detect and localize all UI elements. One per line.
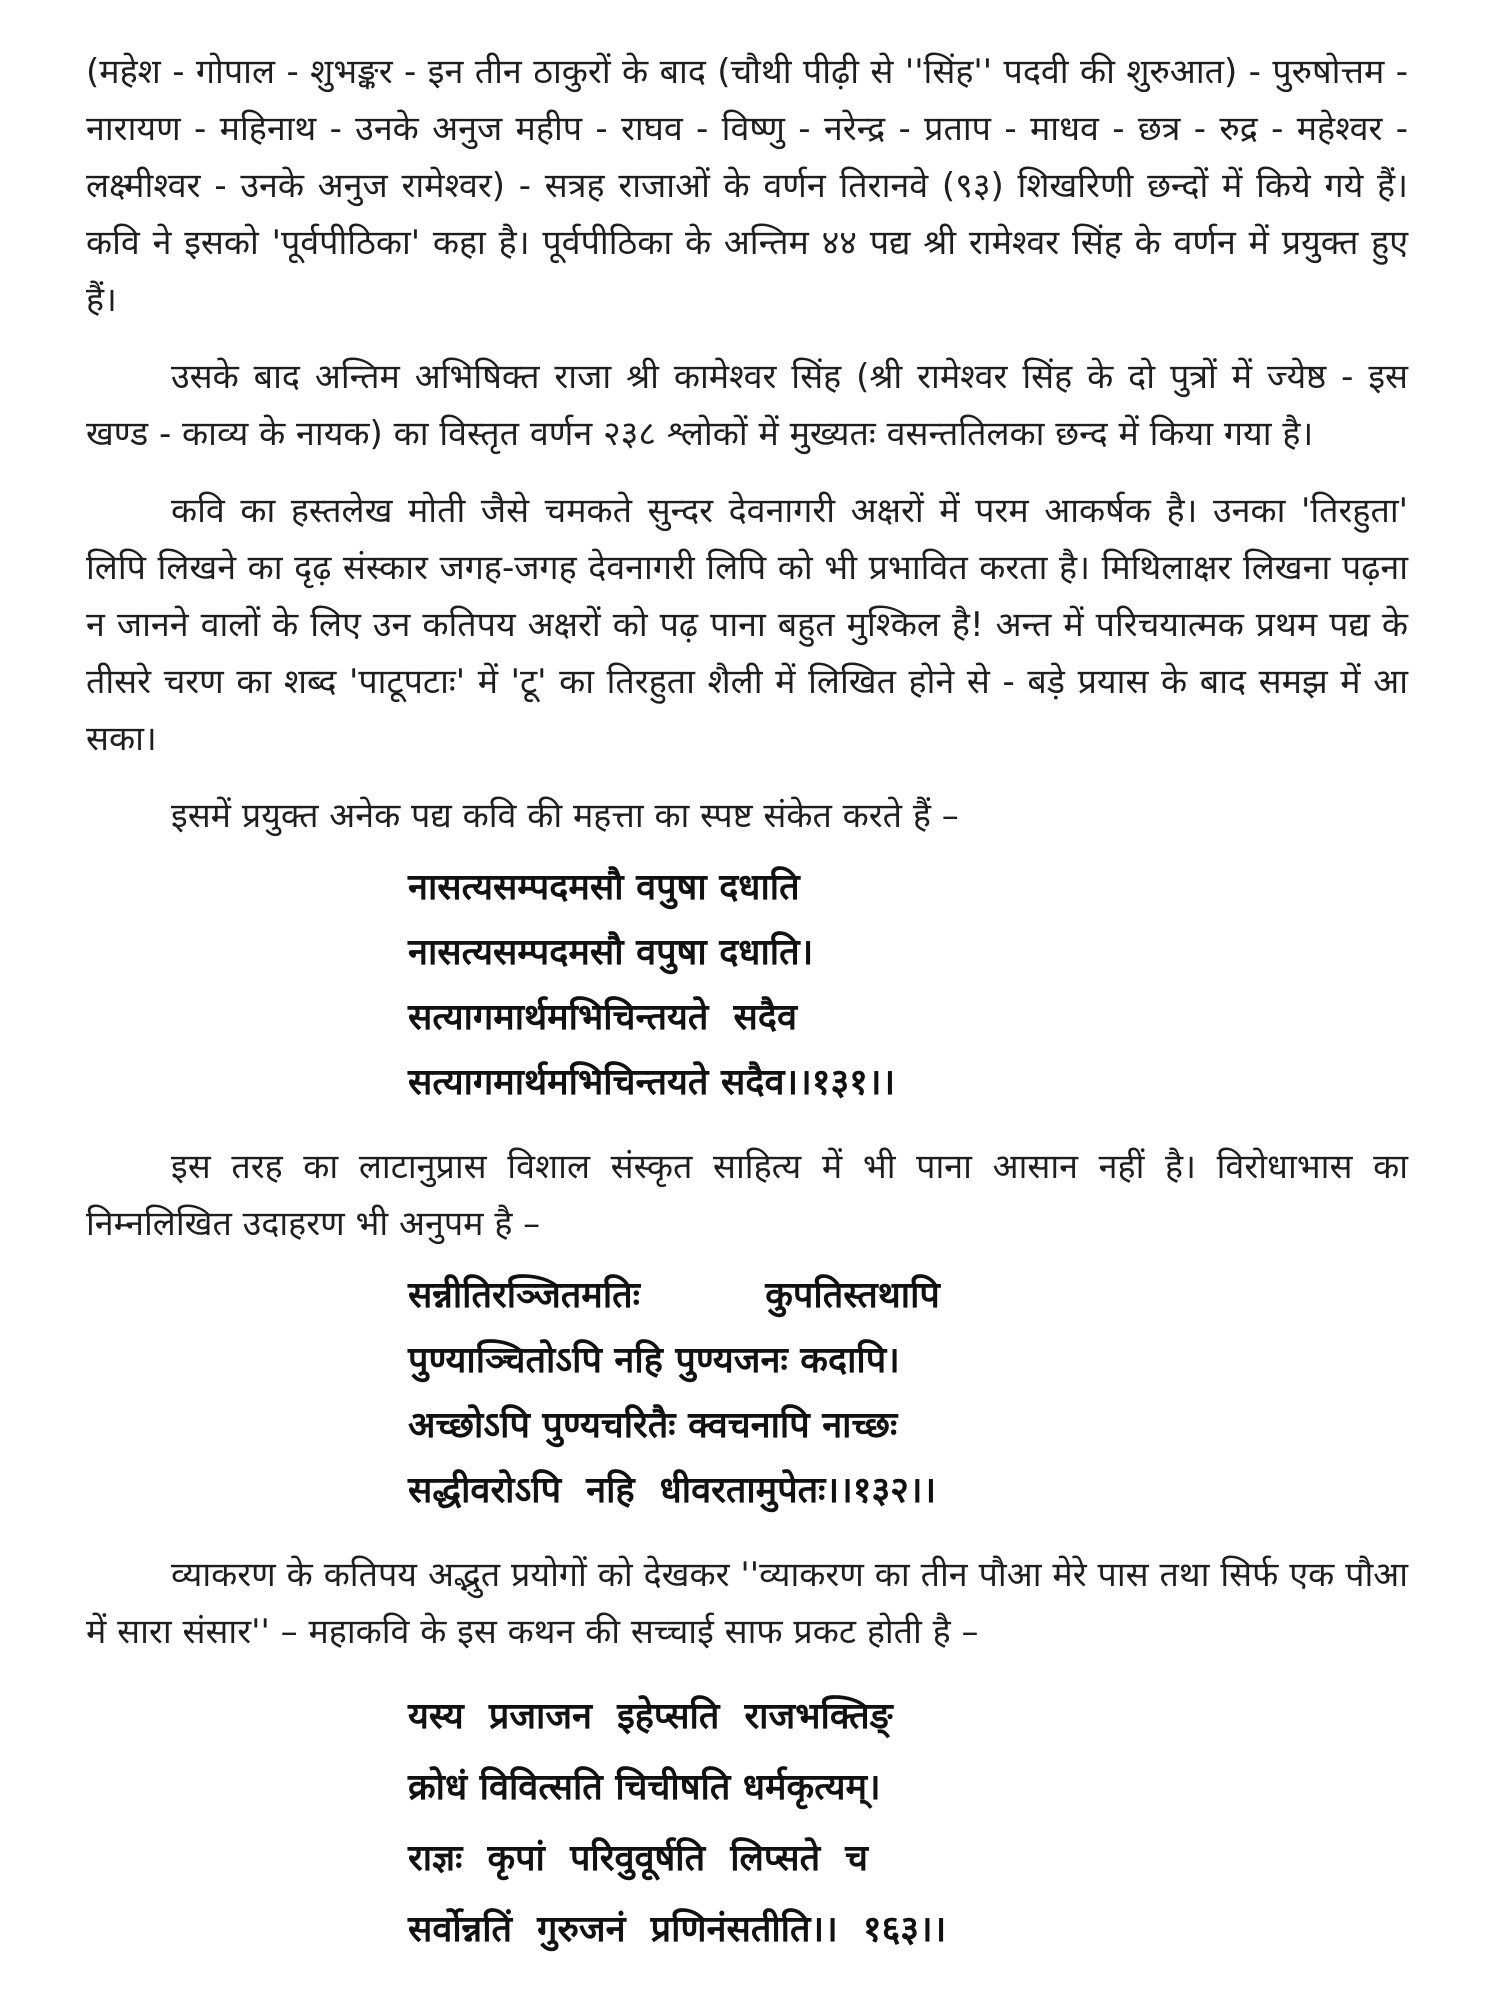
- paragraph-rulers-list: (महेश - गोपाल - शुभङ्कर - इन तीन ठाकुरों के बाद (चौथी पीढ़ी से ''सिंह'' पदवी की शुरुआत) - पुरुषोत्तम - नारायण - महिनाथ - उनके अनुज महीप - राघव - विष्णु - नरेन्द्र - प्रताप - माधव - छत्र - रुद्र - महेश्वर - लक्ष्मीश्वर - उनके अनुज रामेश्वर) - सत्रह राजाओं के वर्णन तिरानवे (९३) शिखरिणी छन्दों में किये गये हैं। कवि ने इसको 'पूर्वपीठिका' कहा है। पूर्वपीठिका के अन्तिम ४४ पद्य श्री रामेश्वर सिंह के वर्णन में प्रयुक्त हुए हैं।: [86, 52, 1408, 320]
- paragraph-handwriting: कवि का हस्तलेख मोती जैसे चमकते सुन्दर देवनागरी अक्षरों में परम आकर्षक है। उनका 'तिरहुता' लिपि लिखने का दृढ़ संस्कार जगह-जगह देवनागरी लिपि को भी प्रभावित करता है। मिथिलाक्षर लिखना पढ़ना न जानने वालों के लिए उन कतिपय अक्षरों को पढ़ पाना बहुत मुश्किल है! अन्त में परिचयात्मक प्रथम पद्य के तीसरे चरण का शब्द 'पाटूपटाः' में 'टू' का तिरहुता शैली में लिखित होने से - बड़े प्रयास के बाद समझ में आ सका।: [86, 491, 1408, 759]
- verse-line: यस्य प्रजाजन इहेप्सति राजभक्तिङ्: [408, 1696, 893, 1737]
- verse-line: सत्यागमार्थमभिचिन्तयते सदैव: [408, 997, 797, 1038]
- verse-line: पुण्याञ्चितोऽपि नहि पुण्यजनः कदापि।: [408, 1340, 900, 1381]
- verse-line: सर्वोन्नतिं गुरुजनं प्रणिनंसतीति।। १६३।।: [408, 1909, 947, 1950]
- paragraph-vyakarana: व्याकरण के कतिपय अद्भुत प्रयोगों को देखकर ''व्याकरण का तीन पौआ मेरे पास तथा सिर्फ एक पौआ में सारा संसार'' – महाकवि के इस कथन की सच्चाई साफ प्रकट होती है –: [86, 1555, 1408, 1652]
- verse-131: [408, 855, 1408, 1115]
- paragraph-verses-intro: इसमें प्रयुक्त अनेक पद्य कवि की महत्ता का स्पष्ट संकेत करते हैं –: [171, 796, 959, 836]
- verse-line: क्रोधं विवित्सति चिचीषति धर्मकृत्यम्।: [408, 1767, 881, 1808]
- paragraph-kameshwar-singh: उसके बाद अन्तिम अभिषिक्त राजा श्री कामेश्वर सिंह (श्री रामेश्वर सिंह के दो पुत्रों में ज्येष्ठ - इस खण्ड - काव्य के नायक) का विस्तृत वर्णन २३८ श्लोकों में मुख्यतः वसन्ततिलका छन्द में किया गया है।: [86, 357, 1408, 454]
- verse-163: [408, 1681, 1408, 1965]
- paragraph-latanuprasa: इस तरह का लाटानुप्रास विशाल संस्कृत साहित्य में भी पाना आसान नहीं है। विरोधाभास का निम्नलिखित उदाहरण भी अनुपम है –: [86, 1147, 1408, 1244]
- document-page: [86, 44, 1408, 1989]
- verse-line: राज्ञः कृपां परिवुवूर्षति लिप्सते च: [408, 1838, 869, 1879]
- verse-line: अच्छोऽपि पुण्यचरितैः क्वचनापि नाच्छः: [408, 1405, 898, 1446]
- verse-line: नासत्यसम्पदमसौ वपुषा दधाति: [408, 867, 800, 908]
- verse-line: नासत्यसम्पदमसौ वपुषा दधाति।: [408, 932, 814, 973]
- verse-line: सन्नीतिरञ्जितमतिः कुपतिस्तथापि: [408, 1275, 940, 1316]
- verse-line: सत्यागमार्थमभिचिन्तयते सदैव।।१३१।।: [408, 1062, 896, 1103]
- verse-line: सद्धीवरोऽपि नहि धीवरतामुपेतः।।१३२।।: [408, 1470, 937, 1511]
- verse-132: [408, 1263, 1408, 1523]
